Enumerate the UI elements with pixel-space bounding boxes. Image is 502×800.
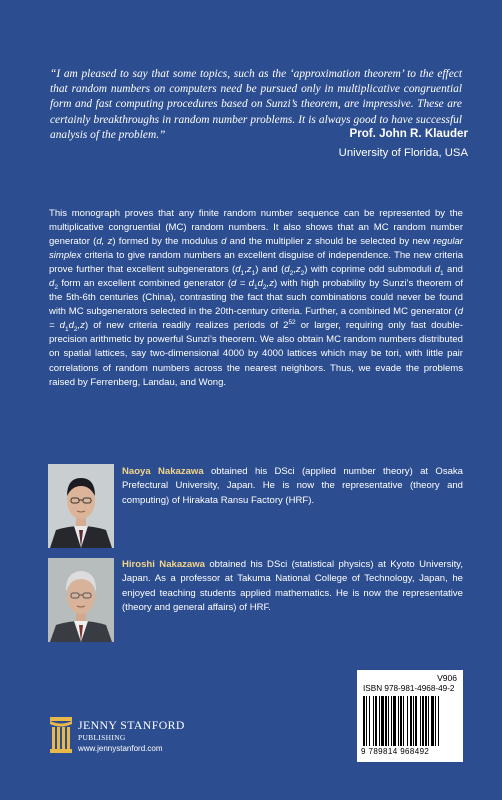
barcode-bar bbox=[403, 696, 404, 746]
barcode-bar bbox=[398, 696, 399, 746]
author-bio-hiroshi: Hiroshi Nakazawa obtained his DSci (statistical physics) at Kyoto University, Japan. As a professor at Takuma National College of Technology, Japan, he enjoyed teaching students applied mathematics. He is now the representative (theory and general affairs) of HRF. bbox=[122, 559, 463, 613]
barcode-icon bbox=[363, 696, 457, 746]
endorsement-quote: “I am pleased to say that some topics, such as the ‘approximation theorem’ to the effect that random numbers on computers need be pursued only in multiplicative congruential form and fast computing procedures based on Sunzi’s theorem, are impressive. These are certainly breakthroughs in random number problems. It is always good to have successful analysis of the problem.” bbox=[50, 68, 462, 141]
barcode-label bbox=[357, 670, 463, 762]
barcode-bar bbox=[435, 696, 436, 746]
barcode-bar bbox=[385, 696, 387, 746]
barcode-bar bbox=[369, 696, 370, 746]
barcode-bar bbox=[415, 696, 417, 746]
barcode-bar bbox=[363, 696, 365, 746]
barcode-bar bbox=[413, 696, 414, 746]
author-photo-naoya bbox=[48, 464, 114, 548]
barcode-bar bbox=[391, 696, 392, 746]
barcode-bar bbox=[431, 696, 434, 746]
barcode-bar bbox=[422, 696, 424, 746]
barcode-bar bbox=[410, 696, 412, 746]
publisher-url[interactable]: www.jennystanford.com bbox=[78, 744, 163, 753]
barcode-bar bbox=[400, 696, 402, 746]
barcode-bar bbox=[388, 696, 389, 746]
barcode-bar bbox=[438, 696, 439, 746]
barcode-bar bbox=[373, 696, 374, 746]
barcode-digits: 9 789814 968492 bbox=[361, 747, 430, 756]
barcode-bar bbox=[425, 696, 427, 746]
barcode-bar bbox=[375, 696, 377, 746]
publisher-subtitle: PUBLISHING bbox=[78, 733, 126, 742]
publisher-logo-icon bbox=[50, 717, 72, 753]
price-code: V906 bbox=[437, 673, 457, 683]
barcode-bar bbox=[381, 696, 384, 746]
quote-author: Prof. John R. Klauder bbox=[349, 127, 468, 140]
quote-affiliation: University of Florida, USA bbox=[338, 147, 468, 159]
barcode-bar bbox=[393, 696, 396, 746]
barcode-bar bbox=[428, 696, 429, 746]
barcode-bar bbox=[379, 696, 380, 746]
barcode-bar bbox=[407, 696, 408, 746]
author-bio-naoya: Naoya Nakazawa obtained his DSci (applied number theory) at Osaka Prefectural University, Japan. He is now the representative (theory and computing) of Hirakata Ransu Factory (HRF). bbox=[122, 466, 463, 506]
publisher-name: JENNY STANFORD bbox=[78, 718, 185, 732]
barcode-bar bbox=[420, 696, 421, 746]
author-photo-hiroshi bbox=[48, 558, 114, 642]
book-description: This monograph proves that any finite random number sequence can be represented by the multiplicative congruential (MC) random numbers. It also shows that an MC random number generator (d, z) formed by the modulus d and the multiplier z should be selected by new regular simplex criteria to give random numbers an excellent disguise of independence. The new criteria prove further that excellent subgenerators $(d_1,z_1)$ and $(d_2,z_2)$ with coprime odd submoduli $d_1$ and $d_2$ form an excellent combined generator $(d = d_1d_2,z)$ with high probability by Sunzi’s theorem of the 5th-6th centuries (China), contrasting the fact that such combinations could never be found with MC subgenerators selected in the 20th-century criteria. Further, a combined MC generator $(d = d_1d_2,z)$ of new criteria readily realizes periods of $2^{52}$ or larger, requiring only fast double-precision arithmetic by powerful Sunzi’s theorem. We also obtain MC random numbers distributed on spatial lattices, say two-dimensional 4000 by 4000 lattices which may be tori, with little pair correlations of random numbers across the nearest neighbors. Thus, we evade the problems raised by Ferrenberg, Landau, and Wong. bbox=[49, 208, 464, 388]
barcode-bar bbox=[366, 696, 367, 746]
isbn-text: ISBN 978-981-4968-49-2 bbox=[363, 684, 455, 693]
